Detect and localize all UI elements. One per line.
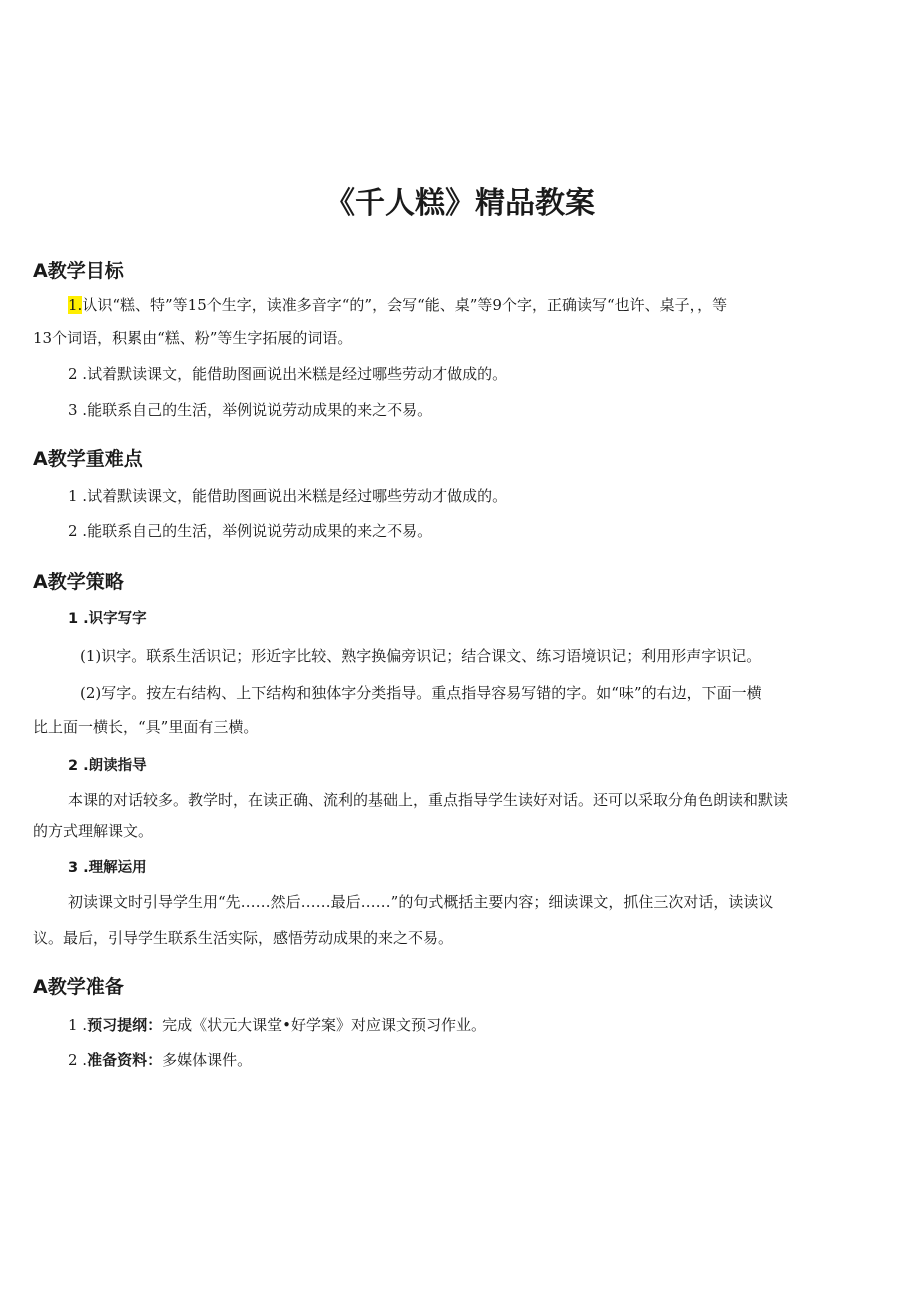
strategy-sub-heading-reading: 2 .朗读指导 (68, 758, 147, 774)
section-heading-goals: A教学目标 (33, 260, 124, 282)
goal-item-1-line-1 (68, 294, 727, 315)
preparation-item-2-number: 2 . (68, 1051, 88, 1069)
strategy-literacy-para-1: (1)识字。联系生活识记；形近字比较、熟字换偏旁识记；结合课文、练习语境识记；利用形声字识记。 (80, 647, 762, 665)
strategy-application-line-2: 议。最后，引导学生联系生活实际，感悟劳动成果的来之不易。 (33, 929, 454, 947)
preparation-item-2-text: 多媒体课件。 (162, 1051, 253, 1069)
section-heading-strategy: A教学策略 (33, 571, 124, 593)
goal-item-1-number: 1. (68, 296, 83, 314)
preparation-item-2 (68, 1049, 252, 1070)
goal-item-1-text: 认识“糕、特”等15个生字，读准多音字“的”，会写“能、桌”等9个字，正确读写“也许、桌子，，等 (82, 296, 728, 314)
goal-item-2: 2 .试着默读课文，能借助图画说出米糕是经过哪些劳动才做成的。 (68, 365, 508, 383)
document-title: 《千人糕》精品教案 (325, 186, 595, 221)
section-heading-key-points: A教学重难点 (33, 448, 143, 470)
preparation-item-1-label: 预习提纲： (87, 1016, 163, 1034)
key-point-item-1: 1 .试着默读课文，能借助图画说出米糕是经过哪些劳动才做成的。 (68, 487, 508, 505)
goal-item-3: 3 .能联系自己的生活，举例说说劳动成果的来之不易。 (68, 401, 433, 419)
section-heading-preparation: A教学准备 (33, 976, 124, 998)
preparation-item-2-label: 准备资料： (87, 1051, 163, 1069)
strategy-literacy-para-2-line-1: (2)写字。按左右结构、上下结构和独体字分类指导。重点指导容易写错的字。如“味”的右边，下面一横 (80, 684, 762, 702)
preparation-item-1-number: 1 . (68, 1016, 88, 1034)
strategy-literacy-para-2-line-2: 比上面一横长，“具”里面有三横。 (33, 718, 259, 736)
strategy-reading-line-1: 本课的对话较多。教学时，在读正确、流利的基础上，重点指导学生读好对话。还可以采取分角色朗读和默读 (68, 791, 789, 809)
strategy-application-line-1: 初读课文时引导学生用“先……然后……最后……”的句式概括主要内容；细读课文，抓住三次对话，读读议 (68, 893, 774, 911)
key-point-item-2: 2 .能联系自己的生活，举例说说劳动成果的来之不易。 (68, 522, 433, 540)
goal-item-1-line-2: 13个词语，积累由“糕、粉”等生字拓展的词语。 (33, 329, 353, 347)
strategy-reading-line-2: 的方式理解课文。 (33, 822, 154, 840)
preparation-item-1-text: 完成《状元大课堂•好学案》对应课文预习作业。 (162, 1016, 486, 1034)
strategy-sub-heading-literacy: 1 .识字写字 (68, 611, 147, 627)
preparation-item-1 (68, 1014, 486, 1035)
strategy-sub-heading-application: 3 .理解运用 (68, 860, 147, 876)
